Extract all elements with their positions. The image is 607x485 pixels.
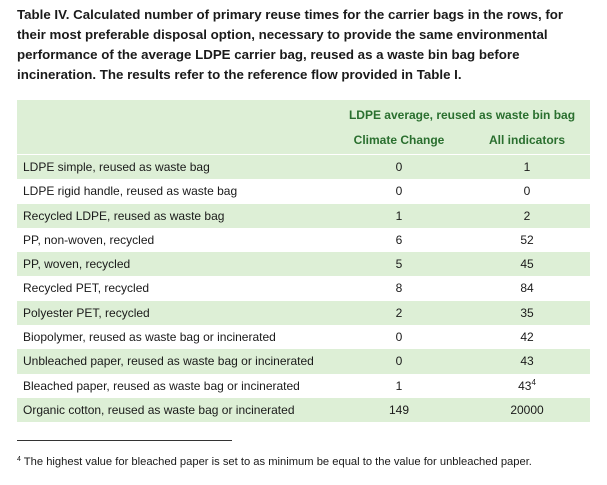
all-indicators-value: 43	[520, 354, 534, 369]
all-indicators-cell	[464, 398, 590, 422]
table-caption: Table IV. Calculated number of primary reuse times for the carrier bags in the rows, for their most preferable disposal option, necessary to provide the same environmental performance of the average LDPE carrier bag, reused as a waste bin bag before incineration. The results refer to the reference flow provided in Table I.	[17, 7, 564, 82]
all-indicators-value: 2	[523, 208, 531, 223]
all-indicators-cell	[464, 374, 590, 398]
all-indicators-value: 43	[518, 378, 532, 393]
climate-change-value: 8	[395, 281, 403, 296]
table-row	[17, 325, 590, 349]
all-indicators-value: 0	[523, 184, 531, 199]
footnote-text: The highest value for bleached paper is set to as minimum be equal to the value for unbleached paper.	[20, 456, 532, 468]
row-label: PP, non-woven, recycled	[23, 232, 155, 247]
row-label: Polyester PET, recycled	[23, 305, 150, 320]
all-indicators-value: 52	[520, 232, 534, 247]
column-header-all-indicators: All indicators	[488, 133, 565, 147]
footnote-divider	[17, 440, 232, 441]
table-row	[17, 349, 590, 373]
group-header: LDPE average, reused as waste bin bag	[348, 108, 576, 122]
all-indicators-cell	[464, 252, 590, 276]
all-indicators-value: 1	[523, 160, 531, 174]
column-header-climate-change: Climate Change	[353, 133, 445, 147]
footnote-mark: 4	[17, 456, 21, 463]
table-row	[17, 228, 590, 252]
row-label: LDPE simple, reused as waste bag	[23, 160, 210, 174]
row-label: PP, woven, recycled	[23, 257, 131, 272]
all-indicators-value: 35	[520, 305, 534, 320]
climate-change-value: 1	[395, 208, 403, 223]
all-indicators-value: 84	[520, 281, 534, 296]
row-label: Recycled LDPE, reused as waste bag	[23, 208, 225, 223]
table-row	[17, 374, 590, 398]
row-label: Organic cotton, reused as waste bag or incinerated	[23, 402, 295, 417]
climate-change-value: 2	[395, 305, 403, 320]
table-row	[17, 276, 590, 300]
table-row	[17, 179, 590, 203]
table-column-header-row	[17, 130, 590, 155]
climate-change-value: 5	[395, 257, 403, 272]
climate-change-value: 6	[395, 232, 403, 247]
all-indicators-cell	[464, 228, 590, 252]
row-label: LDPE rigid handle, reused as waste bag	[23, 184, 238, 199]
table-row	[17, 204, 590, 228]
all-indicators-value: 45	[520, 257, 534, 272]
table-row	[17, 155, 590, 179]
table-body	[17, 155, 590, 422]
table-row	[17, 252, 590, 276]
climate-change-value: 0	[395, 184, 403, 199]
all-indicators-cell	[464, 276, 590, 300]
row-label: Bleached paper, reused as waste bag or incinerated	[23, 378, 300, 393]
climate-change-value: 0	[395, 330, 403, 345]
footnote	[17, 455, 597, 469]
table-group-header-row	[17, 100, 590, 130]
climate-change-value: 0	[395, 160, 403, 174]
all-indicators-cell	[464, 155, 590, 179]
all-indicators-cell	[464, 179, 590, 203]
data-table	[17, 100, 590, 422]
all-indicators-cell	[464, 325, 590, 349]
climate-change-value: 1	[395, 378, 403, 393]
row-label: Unbleached paper, reused as waste bag or incinerated	[23, 354, 314, 369]
all-indicators-cell	[464, 204, 590, 228]
all-indicators-value: 42	[520, 330, 534, 345]
row-label: Biopolymer, reused as waste bag or incinerated	[23, 330, 276, 345]
climate-change-value: 0	[395, 354, 403, 369]
row-label: Recycled PET, recycled	[23, 281, 150, 296]
footnote-mark: 4	[531, 377, 536, 387]
all-indicators-cell	[464, 349, 590, 373]
all-indicators-value: 20000	[510, 402, 544, 417]
climate-change-value: 149	[388, 402, 410, 417]
table-row	[17, 301, 590, 325]
table-row	[17, 398, 590, 422]
all-indicators-cell	[464, 301, 590, 325]
